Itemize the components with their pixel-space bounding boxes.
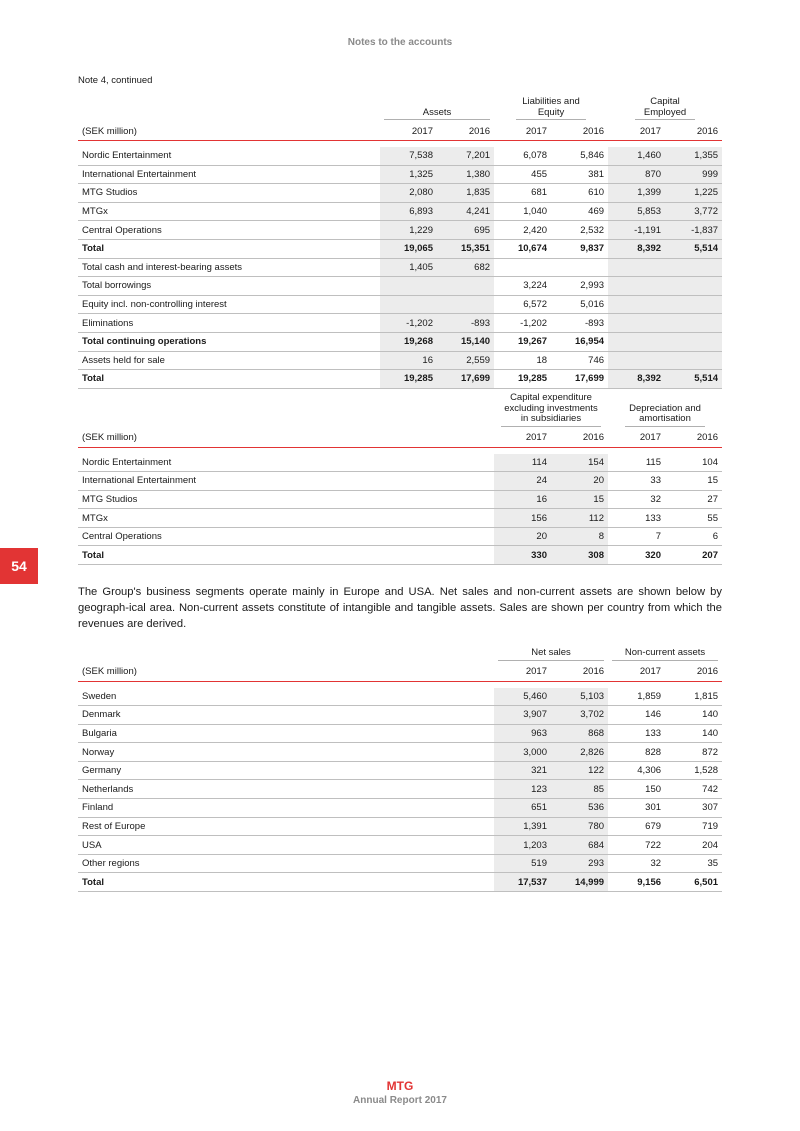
cell-value — [551, 258, 608, 277]
table-row — [78, 509, 722, 528]
cell-value: 308 — [551, 546, 608, 565]
table-row — [78, 546, 722, 565]
cell-value: 999 — [665, 165, 722, 184]
note-label: Note 4, continued — [78, 75, 153, 86]
cell-value: 610 — [551, 184, 608, 203]
year-header: 2017 — [380, 122, 437, 141]
row-label: MTG Studios — [78, 490, 494, 509]
cell-value: 20 — [551, 472, 608, 491]
cell-value: 7 — [608, 527, 665, 546]
cell-value: 6,501 — [665, 873, 722, 892]
cell-value: 7,538 — [380, 147, 437, 165]
cell-value: 3,000 — [494, 743, 551, 762]
row-label: Total — [78, 370, 380, 389]
cell-value: -1,202 — [380, 314, 437, 333]
unit-label: (SEK million) — [78, 663, 494, 682]
cell-value: 1,391 — [494, 817, 551, 836]
cell-value: 1,399 — [608, 184, 665, 203]
unit-label: (SEK million) — [78, 122, 380, 141]
cell-value: 5,103 — [551, 688, 608, 706]
year-header: 2016 — [665, 429, 722, 448]
table-row — [78, 314, 722, 333]
cell-value: 5,016 — [551, 295, 608, 314]
row-label: International Entertainment — [78, 165, 380, 184]
cell-value: 1,815 — [665, 688, 722, 706]
cell-value: 1,405 — [380, 258, 437, 277]
group-header: Capital expenditure excluding investments in subsidiaries — [501, 393, 601, 427]
cell-value: 114 — [494, 454, 551, 472]
row-label: International Entertainment — [78, 472, 494, 491]
cell-value: 4,241 — [437, 202, 494, 221]
cell-value — [608, 277, 665, 296]
cell-value: 5,514 — [665, 370, 722, 389]
cell-value: 320 — [608, 546, 665, 565]
cell-value: 330 — [494, 546, 551, 565]
cell-value: 14,999 — [551, 873, 608, 892]
cell-value: 85 — [551, 780, 608, 799]
cell-value: 10,674 — [494, 239, 551, 258]
group-header: Liabilities and Equity — [516, 97, 586, 120]
cell-value: 133 — [608, 724, 665, 743]
row-label: MTG Studios — [78, 184, 380, 203]
mtg-logo — [0, 1078, 800, 1095]
cell-value — [494, 258, 551, 277]
page-number-tab: 54 — [0, 548, 38, 584]
row-label: Total borrowings — [78, 277, 380, 296]
cell-value: -893 — [551, 314, 608, 333]
table-row — [78, 332, 722, 351]
cell-value: 2,420 — [494, 221, 551, 240]
cell-value: 9,156 — [608, 873, 665, 892]
cell-value: 55 — [665, 509, 722, 528]
table-row — [78, 221, 722, 240]
cell-value: 6 — [665, 527, 722, 546]
cell-value: 2,080 — [380, 184, 437, 203]
table-row — [78, 724, 722, 743]
cell-value: 9,837 — [551, 239, 608, 258]
cell-value: 746 — [551, 351, 608, 370]
cell-value: 381 — [551, 165, 608, 184]
group-header: Depreciation and amortisation — [625, 404, 705, 427]
cell-value: 719 — [665, 817, 722, 836]
cell-value — [437, 295, 494, 314]
cell-value: 2,559 — [437, 351, 494, 370]
cell-value — [608, 314, 665, 333]
cell-value: 293 — [551, 854, 608, 873]
row-label: Total — [78, 873, 494, 892]
table-row — [78, 472, 722, 491]
segment-balance-table — [78, 97, 722, 389]
table-row — [78, 799, 722, 818]
unit-label: (SEK million) — [78, 429, 494, 448]
cell-value: 6,078 — [494, 147, 551, 165]
cell-value: 19,285 — [494, 370, 551, 389]
cell-value: 204 — [665, 836, 722, 855]
table-row — [78, 873, 722, 892]
cell-value: 27 — [665, 490, 722, 509]
cell-value: 8,392 — [608, 239, 665, 258]
cell-value: 651 — [494, 799, 551, 818]
year-header: 2017 — [494, 663, 551, 682]
cell-value: 1,859 — [608, 688, 665, 706]
cell-value: 679 — [608, 817, 665, 836]
group-header: Assets — [384, 108, 490, 121]
cell-value: 536 — [551, 799, 608, 818]
row-label: Finland — [78, 799, 494, 818]
cell-value: 146 — [608, 706, 665, 725]
cell-value: 3,224 — [494, 277, 551, 296]
cell-value: -1,837 — [665, 221, 722, 240]
row-label: Assets held for sale — [78, 351, 380, 370]
cell-value — [437, 277, 494, 296]
cell-value — [665, 314, 722, 333]
cell-value: 963 — [494, 724, 551, 743]
capex-depreciation-table — [78, 393, 722, 565]
cell-value: 682 — [437, 258, 494, 277]
group-header: Capital Employed — [635, 97, 695, 120]
cell-value: 122 — [551, 761, 608, 780]
cell-value: 19,268 — [380, 332, 437, 351]
cell-value: 20 — [494, 527, 551, 546]
cell-value — [380, 295, 437, 314]
table-row — [78, 454, 722, 472]
row-label: Rest of Europe — [78, 817, 494, 836]
cell-value: 15,140 — [437, 332, 494, 351]
cell-value: 32 — [608, 490, 665, 509]
cell-value: 6,572 — [494, 295, 551, 314]
cell-value: 8 — [551, 527, 608, 546]
cell-value: 5,853 — [608, 202, 665, 221]
cell-value: 3,907 — [494, 706, 551, 725]
cell-value: 18 — [494, 351, 551, 370]
cell-value: 17,699 — [437, 370, 494, 389]
cell-value: 5,514 — [665, 239, 722, 258]
year-header: 2017 — [494, 429, 551, 448]
cell-value: 321 — [494, 761, 551, 780]
row-label: Nordic Entertainment — [78, 454, 494, 472]
cell-value: 681 — [494, 184, 551, 203]
group-header: Non-current assets — [612, 648, 718, 661]
footer-title: Annual Report 2017 — [353, 1095, 447, 1106]
table-row — [78, 817, 722, 836]
table-row — [78, 258, 722, 277]
mtg-logo-icon — [386, 1078, 414, 1092]
cell-value: 19,267 — [494, 332, 551, 351]
cell-value: 2,993 — [551, 277, 608, 296]
row-label: Eliminations — [78, 314, 380, 333]
cell-value: 3,772 — [665, 202, 722, 221]
cell-value: 469 — [551, 202, 608, 221]
table-row — [78, 239, 722, 258]
year-header: 2016 — [665, 663, 722, 682]
year-header: 2017 — [608, 663, 665, 682]
cell-value: 123 — [494, 780, 551, 799]
row-label: Central Operations — [78, 221, 380, 240]
cell-value: 15,351 — [437, 239, 494, 258]
row-label: Total cash and interest-bearing assets — [78, 258, 380, 277]
cell-value: 15 — [551, 490, 608, 509]
cell-value: 5,460 — [494, 688, 551, 706]
row-label: Sweden — [78, 688, 494, 706]
cell-value: 455 — [494, 165, 551, 184]
row-label: MTGx — [78, 202, 380, 221]
cell-value: 4,306 — [608, 761, 665, 780]
table-row — [78, 490, 722, 509]
cell-value: 32 — [608, 854, 665, 873]
cell-value — [608, 295, 665, 314]
cell-value: 104 — [665, 454, 722, 472]
cell-value: 1,225 — [665, 184, 722, 203]
cell-value: 2,826 — [551, 743, 608, 762]
group-header: Net sales — [498, 648, 604, 661]
cell-value: 133 — [608, 509, 665, 528]
cell-value: 828 — [608, 743, 665, 762]
cell-value: 8,392 — [608, 370, 665, 389]
cell-value: 872 — [665, 743, 722, 762]
year-header: 2016 — [665, 122, 722, 141]
row-label: Total — [78, 546, 494, 565]
cell-value: 112 — [551, 509, 608, 528]
year-header: 2016 — [551, 663, 608, 682]
table-row — [78, 202, 722, 221]
cell-value: 33 — [608, 472, 665, 491]
row-label: Denmark — [78, 706, 494, 725]
cell-value: 207 — [665, 546, 722, 565]
cell-value: 140 — [665, 706, 722, 725]
row-label: Bulgaria — [78, 724, 494, 743]
table-row — [78, 706, 722, 725]
table-row — [78, 351, 722, 370]
table-row — [78, 165, 722, 184]
cell-value: -893 — [437, 314, 494, 333]
table-row — [78, 854, 722, 873]
row-label: Germany — [78, 761, 494, 780]
cell-value — [665, 258, 722, 277]
cell-value — [608, 258, 665, 277]
cell-value: 140 — [665, 724, 722, 743]
cell-value: 3,702 — [551, 706, 608, 725]
year-header: 2016 — [437, 122, 494, 141]
table-row — [78, 688, 722, 706]
cell-value: 16,954 — [551, 332, 608, 351]
cell-value: 16 — [380, 351, 437, 370]
cell-value: 1,460 — [608, 147, 665, 165]
year-header: 2017 — [608, 429, 665, 448]
geographic-table — [78, 648, 722, 892]
cell-value — [608, 351, 665, 370]
table-row — [78, 743, 722, 762]
row-label: Equity incl. non-controlling interest — [78, 295, 380, 314]
cell-value: 1,203 — [494, 836, 551, 855]
row-label: Central Operations — [78, 527, 494, 546]
table-row — [78, 527, 722, 546]
row-label: USA — [78, 836, 494, 855]
cell-value — [665, 277, 722, 296]
year-header: 2016 — [551, 122, 608, 141]
cell-value: 7,201 — [437, 147, 494, 165]
cell-value: -1,202 — [494, 314, 551, 333]
cell-value: 1,040 — [494, 202, 551, 221]
table-row — [78, 761, 722, 780]
cell-value: 307 — [665, 799, 722, 818]
row-label: Netherlands — [78, 780, 494, 799]
cell-value: 1,528 — [665, 761, 722, 780]
table-row — [78, 147, 722, 165]
cell-value — [608, 332, 665, 351]
table-row — [78, 836, 722, 855]
cell-value: 2,532 — [551, 221, 608, 240]
table-row — [78, 184, 722, 203]
row-label: Total — [78, 239, 380, 258]
table-row — [78, 780, 722, 799]
cell-value: 16 — [494, 490, 551, 509]
cell-value: 19,285 — [380, 370, 437, 389]
cell-value: 868 — [551, 724, 608, 743]
table-row — [78, 277, 722, 296]
row-label: Norway — [78, 743, 494, 762]
row-label: Total continuing operations — [78, 332, 380, 351]
cell-value — [665, 351, 722, 370]
cell-value — [380, 277, 437, 296]
cell-value: 115 — [608, 454, 665, 472]
cell-value: -1,191 — [608, 221, 665, 240]
cell-value: 6,893 — [380, 202, 437, 221]
cell-value — [665, 332, 722, 351]
cell-value: 780 — [551, 817, 608, 836]
cell-value: 5,846 — [551, 147, 608, 165]
cell-value: 684 — [551, 836, 608, 855]
cell-value: 35 — [665, 854, 722, 873]
cell-value: 15 — [665, 472, 722, 491]
cell-value: 742 — [665, 780, 722, 799]
cell-value: 1,835 — [437, 184, 494, 203]
cell-value: 17,699 — [551, 370, 608, 389]
year-header: 2017 — [494, 122, 551, 141]
svg-text:MTG: MTG — [386, 1079, 414, 1092]
cell-value: 695 — [437, 221, 494, 240]
cell-value: 17,537 — [494, 873, 551, 892]
row-label: Other regions — [78, 854, 494, 873]
cell-value — [665, 295, 722, 314]
year-header: 2016 — [551, 429, 608, 448]
cell-value: 1,325 — [380, 165, 437, 184]
cell-value: 19,065 — [380, 239, 437, 258]
row-label: MTGx — [78, 509, 494, 528]
cell-value: 1,355 — [665, 147, 722, 165]
cell-value: 1,380 — [437, 165, 494, 184]
cell-value: 870 — [608, 165, 665, 184]
table-row — [78, 295, 722, 314]
row-label: Nordic Entertainment — [78, 147, 380, 165]
cell-value: 519 — [494, 854, 551, 873]
cell-value: 150 — [608, 780, 665, 799]
page-header: Notes to the accounts — [347, 37, 453, 48]
cell-value: 301 — [608, 799, 665, 818]
cell-value: 156 — [494, 509, 551, 528]
segment-paragraph: The Group's business segments operate mainly in Europe and USA. Net sales and non-current assets are shown below by geograph-ical area. Non-current assets constitute of intangible and tangible assets. Sales are shown per country from which the revenues are derived. — [78, 586, 722, 630]
year-header: 2017 — [608, 122, 665, 141]
cell-value: 1,229 — [380, 221, 437, 240]
cell-value: 24 — [494, 472, 551, 491]
cell-value: 722 — [608, 836, 665, 855]
cell-value: 154 — [551, 454, 608, 472]
table-row — [78, 370, 722, 389]
